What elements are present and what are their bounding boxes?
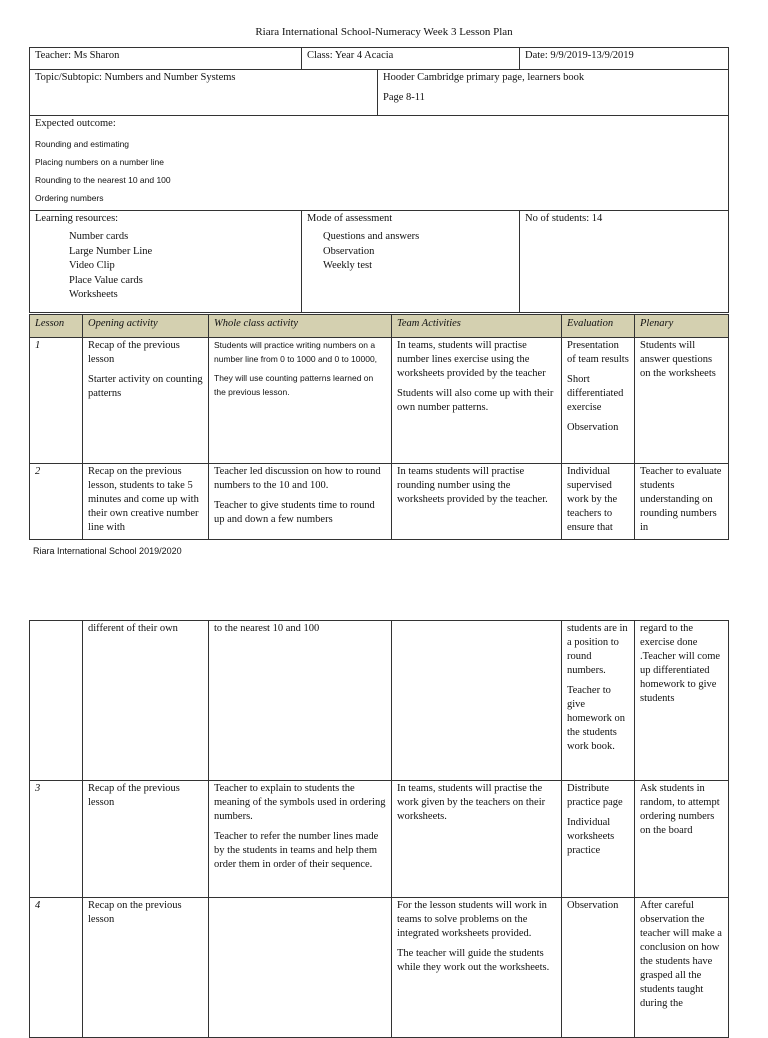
plenary-cell: After careful observation the teacher will make a conclusion on how the students have grasped all the students taught during the [635,898,729,1038]
cell-text: Distribute practice page [567,783,623,808]
assessment-item: Observation [323,245,375,257]
lesson-number: 1 [30,338,83,464]
evaluation-cell: Individual supervised work by the teachers to ensure that [562,464,635,540]
table-row [30,464,729,540]
page-footer: Riara International School 2019/2020 [33,546,182,556]
evaluation-cell [562,338,635,464]
date-cell: Date: 9/9/2019-13/9/2019 [520,48,729,70]
topic-cell: Topic/Subtopic: Numbers and Number Systems [30,70,378,116]
cell-text: Students will also come up with their own number patterns. [397,388,554,413]
team-cell [392,898,562,1038]
whole-class-cell [209,898,392,1038]
team-cell: In teams students will practise rounding number using the worksheets provided by the teacher. [392,464,562,540]
plenary-cell: Students will answer questions on the worksheets [635,338,729,464]
opening-cell: different of their own [83,621,209,781]
resource-item: Worksheets [69,289,118,300]
table-row [30,781,729,898]
resources-list [35,230,296,303]
team-cell: In teams, students will practise the work given by the teachers on their worksheets. [392,781,562,898]
cell-text: They will use counting patterns learned on the previous lesson. [214,373,374,397]
opening-cell: Recap of the previous lesson [83,781,209,898]
assessment-list [307,230,514,274]
cell-text: Observation [567,422,619,433]
col-whole-class: Whole class activity [209,315,392,338]
cell-text: Individual worksheets practice [567,817,615,856]
resource-item: Large Number Line [69,245,153,257]
teacher-cell: Teacher: Ms Sharon [30,48,302,70]
whole-class-cell: to the nearest 10 and 100 [209,621,392,781]
plenary-cell: regard to the exercise done .Teacher will come up differentiated homework to give students [635,621,729,781]
column-header-row [30,315,729,338]
book-cell [378,70,729,116]
team-cell [392,621,562,781]
learning-resources-cell [30,211,302,313]
assessment-cell [302,211,520,313]
document-title: Riara International School-Numeracy Week 3 Lesson Plan [255,26,513,38]
cell-text: The teacher will guide the students while they work out the worksheets. [397,948,550,973]
whole-class-cell [209,338,392,464]
expected-outcome-cell [30,116,729,211]
cell-text: Teacher to give students time to round up and down a few numbers [214,500,375,525]
assessment-label: Mode of assessment [307,213,393,224]
resource-item: Video Clip [69,260,115,271]
cell-text: Starter activity on counting patterns [88,374,203,399]
cell-text: In teams, students will practise number lines exercise using the worksheets provided by the teacher [397,340,546,379]
book-reference: Hooder Cambridge primary page, learners book [383,72,585,83]
col-evaluation: Evaluation [562,315,635,338]
expected-outcome-label: Expected outcome: [35,118,116,129]
table-row [30,621,729,781]
cell-text: students are in a position to round numbers. [567,623,628,676]
cell-text: Teacher to explain to students the meaning of the symbols used in ordering numbers. [214,783,386,822]
cell-text: Teacher to give homework on the students work book. [567,685,626,752]
evaluation-cell [562,781,635,898]
outcome-item: Ordering numbers [35,193,104,203]
resource-item: Number cards [69,231,129,242]
cell-text: Teacher to refer the number lines made by the students in teams and help them order them in order of their sequence. [214,831,379,870]
opening-cell [83,338,209,464]
table-row [30,898,729,1038]
cell-text: For the lesson students will work in teams to solve problems on the integrated worksheets provided. [397,900,547,939]
learning-resources-label: Learning resources: [35,213,119,224]
cell-text: Recap of the previous lesson [88,340,180,365]
lesson-number: 2 [30,464,83,540]
evaluation-cell [562,621,635,781]
whole-class-cell [209,464,392,540]
assessment-item: Weekly test [323,260,373,271]
class-cell: Class: Year 4 Acacia [302,48,520,70]
team-cell [392,338,562,464]
outcome-item: Rounding and estimating [35,139,130,149]
outcome-item: Placing numbers on a number line [35,157,164,167]
table-row [30,338,729,464]
lesson-number [30,621,83,781]
resource-item: Place Value cards [69,274,143,286]
lesson-number: 3 [30,781,83,898]
opening-cell: Recap on the previous lesson [83,898,209,1038]
opening-cell: Recap on the previous lesson, students to take 5 minutes and come up with their own creative number line with [83,464,209,540]
cell-text: Students will practice writing numbers on a number line from 0 to 1000 and 0 to 10000, [214,340,378,364]
plenary-cell: Teacher to evaluate students understanding on rounding numbers in [635,464,729,540]
assessment-item: Questions and answers [323,231,420,242]
page-reference: Page 8-11 [383,92,425,103]
col-lesson: Lesson [30,315,83,338]
lesson-plan-header [29,47,729,313]
col-team: Team Activities [392,315,562,338]
cell-text: Presentation of team results [567,340,629,365]
cell-text: Short differentiated exercise [567,374,624,413]
activity-table-page1 [29,314,729,540]
col-plenary: Plenary [635,315,729,338]
student-count-cell: No of students: 14 [520,211,729,313]
cell-text: Teacher led discussion on how to round numbers to the 10 and 100. [214,466,381,491]
whole-class-cell [209,781,392,898]
lesson-number: 4 [30,898,83,1038]
evaluation-cell: Observation [562,898,635,1038]
col-opening: Opening activity [83,315,209,338]
activity-table-page2 [29,620,729,1038]
outcome-item: Rounding to the nearest 10 and 100 [35,175,171,185]
outcome-list [35,135,723,207]
plenary-cell: Ask students in random, to attempt ordering numbers on the board [635,781,729,898]
